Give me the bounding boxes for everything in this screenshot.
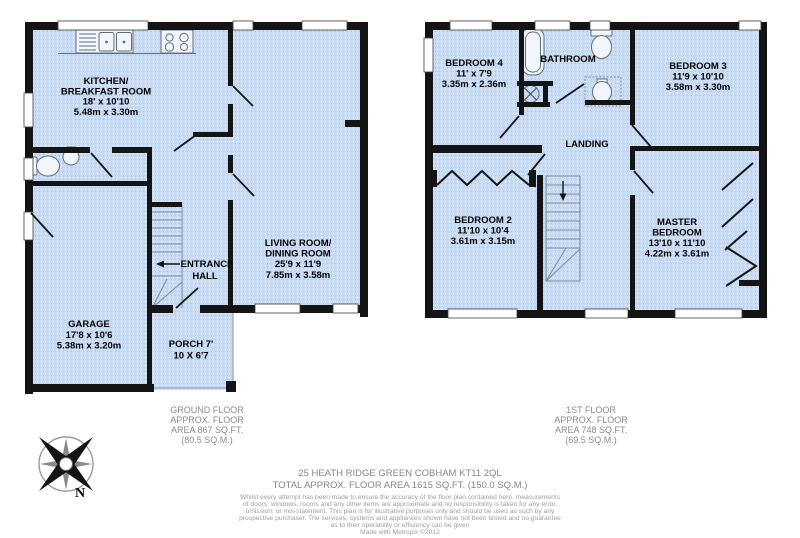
living-dim-ft: 25'9 x 11'9 — [274, 259, 322, 270]
kitchen-dim-m: 5.48m x 3.30m — [73, 107, 139, 118]
ground-floor-plan — [24, 21, 368, 394]
first-caption-4: (69.5 SQ.M.) — [565, 435, 617, 445]
ground-caption-4: (80.5 SQ.M.) — [181, 435, 233, 445]
bedroom3-dim-ft: 11'9 x 10'10 — [672, 71, 724, 83]
first-caption-3: AREA 748 SQ.FT. — [554, 425, 628, 435]
first-caption: 1ST FLOOR — [566, 405, 616, 415]
bedroom2-dim-m: 3.61m x 3.15m — [450, 236, 516, 247]
bedroom4-label: BEDROOM 4 — [445, 58, 503, 69]
landing-label: LANDING — [565, 139, 609, 150]
ground-caption-3: AREA 867 SQ.FT. — [170, 425, 244, 435]
master-dim-m: 4.22m x 3.61m — [644, 248, 710, 260]
total-area-line: TOTAL APPROX. FLOOR AREA 1615 SQ.FT. (150.0 SQ.M.) — [272, 480, 528, 491]
wc-toilet-icon — [30, 156, 60, 176]
living-label-2: DINING ROOM — [265, 248, 331, 260]
north-label: N — [75, 486, 86, 501]
compass-rose — [39, 437, 93, 501]
bedroom3-label: BEDROOM 3 — [669, 61, 727, 72]
disclaimer-line-1: Whilst every attempt has been made to ensure the accuracy of the floor plan contained here, measurements — [239, 494, 561, 501]
living-dim-m: 7.85m x 3.58m — [265, 270, 331, 281]
master-label-2: BEDROOM — [652, 227, 702, 239]
bedroom4-dim-m: 3.35m x 2.36m — [441, 79, 507, 90]
bedroom4-dim-ft: 11' x 7'9 — [456, 68, 492, 80]
master-label: MASTER — [656, 217, 698, 228]
garage-dim-ft: 17'8 x 10'6 — [65, 330, 113, 341]
disclaimer-line-2: of doors, windows, rooms and any other items are approximate and no responsibility is taken for any error, — [242, 501, 558, 508]
address-line: 25 HEATH RIDGE GREEN COBHAM KT11 2QL — [298, 468, 502, 479]
bedroom2-label: BEDROOM 2 — [454, 215, 512, 226]
kitchen-dim-ft: 18' x 10'10 — [82, 96, 130, 108]
ground-caption: GROUND FLOOR — [170, 405, 244, 415]
garage-label: GARAGE — [68, 319, 110, 330]
disclaimer-line-5: as to their operability or efficiency can be given — [330, 522, 470, 529]
first-caption-2: APPROX. FLOOR — [554, 415, 628, 425]
porch-label: PORCH 7' — [168, 339, 214, 350]
master-dim-ft: 13'10 x 11'10 — [648, 238, 706, 249]
porch-dim: 10 X 6'7 — [173, 350, 209, 362]
entrance-hall-label-2: HALL — [192, 271, 218, 282]
disclaimer-line-4: prospective purchaser. The services, systems and appliances shown have not been tested and no guarantee — [239, 515, 561, 522]
kitchen-sink-icon — [76, 30, 133, 53]
kitchen-label: KITCHEN/ — [83, 76, 129, 87]
living-label: LIVING ROOM/ — [264, 238, 332, 249]
first-floor-plan — [424, 21, 767, 318]
bedroom3-dim-m: 3.58m x 3.30m — [665, 82, 731, 93]
kitchen-label-2: BREAKFAST ROOM — [60, 86, 152, 98]
captions — [170, 405, 628, 536]
disclaimer-line-3: omission, or mis-statement. This plan is for illustrative purposes only and should be used as such by any — [245, 508, 555, 515]
garage-dim-m: 5.38m x 3.20m — [56, 340, 122, 352]
bathroom-label: BATHROOM — [540, 54, 596, 65]
credit-line: Made with Metropix ©2012 — [360, 529, 440, 536]
stove-icon — [161, 30, 193, 53]
bath-icon — [522, 28, 544, 75]
ground-caption-2: APPROX. FLOOR — [170, 415, 244, 425]
bedroom2-dim-ft: 11'10 x 10'4 — [457, 225, 509, 237]
entrance-hall-label: ENTRANCE — [180, 259, 234, 270]
